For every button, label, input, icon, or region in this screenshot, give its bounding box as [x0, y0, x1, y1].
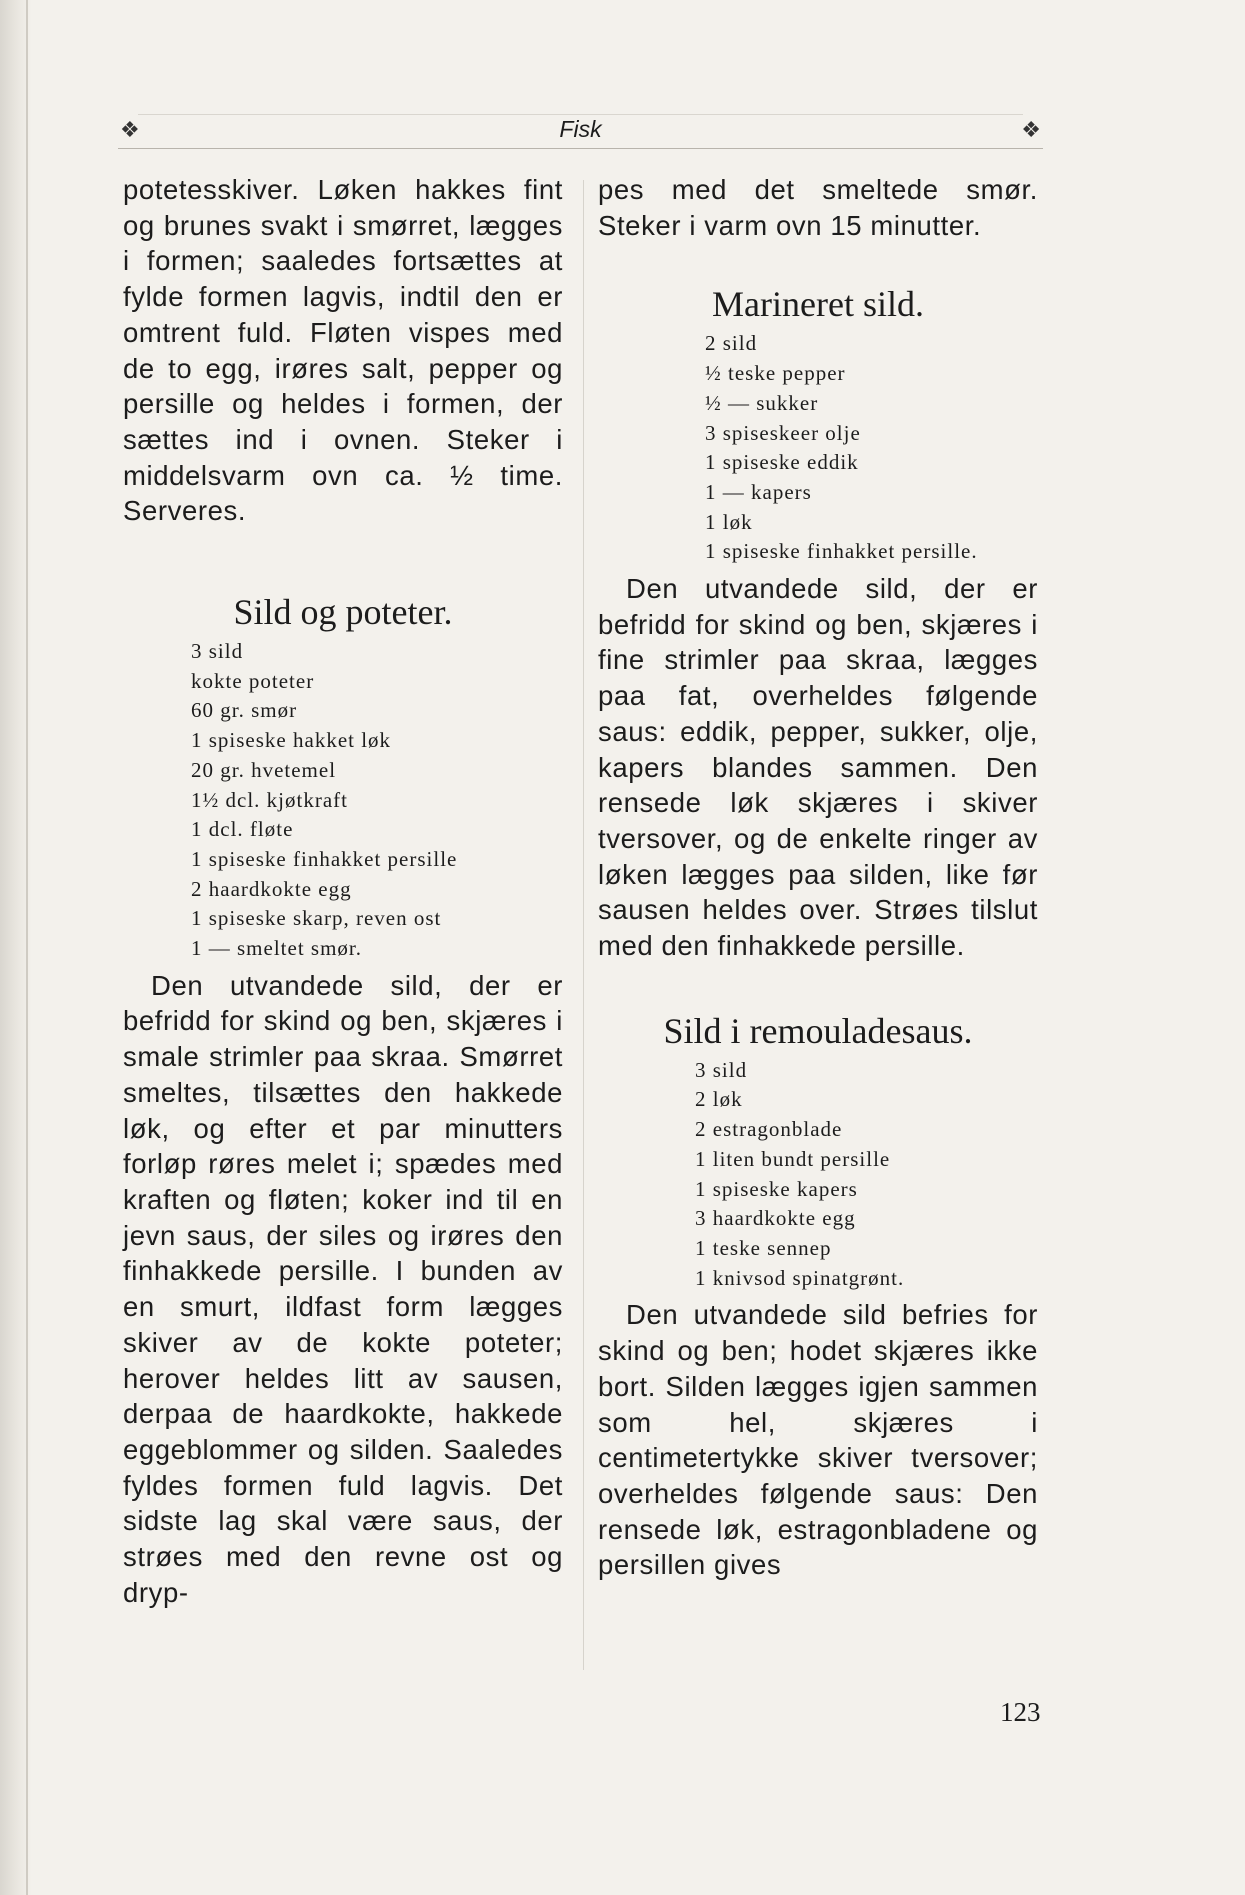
ingredient: 1 spiseske finhakket persille [191, 846, 458, 871]
ingredient: kokte poteter [191, 668, 315, 693]
ingredient-list [598, 329, 1038, 567]
running-title: Fisk [559, 116, 602, 142]
recipe-title: Marineret sild. [712, 284, 924, 325]
ingredient: 60 gr. smør [191, 698, 298, 723]
ingredient: 2 løk [695, 1087, 743, 1112]
recipe-method: Den utvandede sild, der er befridd for skind og ben, skjæres i smale strimler paa skraa. Smørret smeltes, tilsættes den hakkede løk, og efter et par minutters forløp røres melet i; spædes med kraften og fløten; koker ind til en jevn saus, der siles og irøres den finhakkede persille. I bunden av en smurt, ildfast form lægges skiver av de kokte poteter; herover heldes litt av sausen, derpaa de haardkokte, hakkede eggeblommer og silden. Saaledes fyldes formen fuld lagvis. Det sidste lag skal være saus, der strøes med den revne ost og dryp- [123, 969, 563, 1608]
ingredient: 1 løk [705, 509, 753, 534]
ingredient: 1 dcl. fløte [191, 817, 294, 842]
recipe-method: Den utvandede sild, der er befridd for skind og ben, skjæres i fine strimler paa skraa, lægges paa fat, overheldes følgende saus: eddik, pepper, sukker, olje, kapers blandes sammen. Den rensede løk skjæres i skiver tversover, og de enkelte ringer av løken lægges paa silden, like før sausen heldes over. Strøes tilslut med den finhakkede persille. [598, 573, 1038, 962]
ingredient: 2 sild [705, 331, 758, 356]
ingredient: 2 haardkokte egg [191, 876, 352, 901]
continued-paragraph: potetesskiver. Løken hakkes fint og brunes svakt i smørret, lægges i formen; saaledes fortsættes at fylde formen lagvis, indtil den er omtrent fuld. Fløten vispes med de to egg, irøres salt, pepper og persille og heldes i formen, der sættes ind i ovnen. Steker i middelsvarm ovn ca. ½ time. Serveres. [123, 174, 563, 527]
ornament-left-icon: ❖ [120, 118, 140, 143]
page-number: 123 [1000, 1697, 1041, 1727]
ingredient: 3 sild [191, 639, 244, 664]
gutter-line [26, 0, 28, 1895]
ingredient: 3 sild [695, 1057, 748, 1082]
ingredient: 1 spiseske hakket løk [191, 728, 392, 753]
continued-paragraph: pes med det smeltede smør. Steker i varm ovn 15 minutter. [598, 174, 1038, 241]
right-column [598, 172, 1038, 1583]
ingredient: 1 spiseske finhakket persille. [705, 539, 978, 564]
ingredient: 1 liten bundt persille [695, 1146, 891, 1171]
ingredient: ½ — sukker [705, 390, 819, 415]
running-header [118, 112, 1043, 150]
ingredient: 20 gr. hvetemel [191, 757, 337, 782]
ingredient: 1 teske sennep [695, 1235, 832, 1260]
column-divider [583, 180, 584, 1670]
ingredient: 1½ dcl. kjøtkraft [191, 787, 348, 812]
ingredient: 1 — smeltet smør. [191, 936, 362, 961]
recipe-method: Den utvandede sild befries for skind og ben; hodet skjæres ikke bort. Silden lægges igjen sammen som hel, skjæres i centimetertykke skiver tversover; overheldes følgende saus: Den rensede løk, estragonbladene og persillen gives [598, 1299, 1038, 1581]
header-rule [118, 148, 1043, 149]
ingredient: 1 spiseske kapers [695, 1176, 858, 1201]
ingredient-list [598, 1056, 1038, 1294]
ingredient: 3 haardkokte egg [695, 1206, 856, 1231]
ingredient: 2 estragonblade [695, 1117, 843, 1142]
left-column [123, 172, 563, 1610]
ingredient: 1 knivsod spinatgrønt. [695, 1265, 905, 1290]
ingredient: 1 — kapers [705, 479, 812, 504]
header-top-rule [138, 114, 1023, 115]
recipe-title: Sild i remouladesaus. [663, 1010, 973, 1051]
ingredient: 3 spiseskeer olje [705, 420, 861, 445]
ingredient: 1 spiseske eddik [705, 450, 859, 475]
ingredient: ½ teske pepper [705, 361, 846, 386]
ornament-right-icon: ❖ [1021, 118, 1041, 143]
ingredient: 1 spiseske skarp, reven ost [191, 906, 442, 931]
ingredient-list [123, 637, 563, 964]
recipe-title: Sild og poteter. [233, 592, 453, 633]
